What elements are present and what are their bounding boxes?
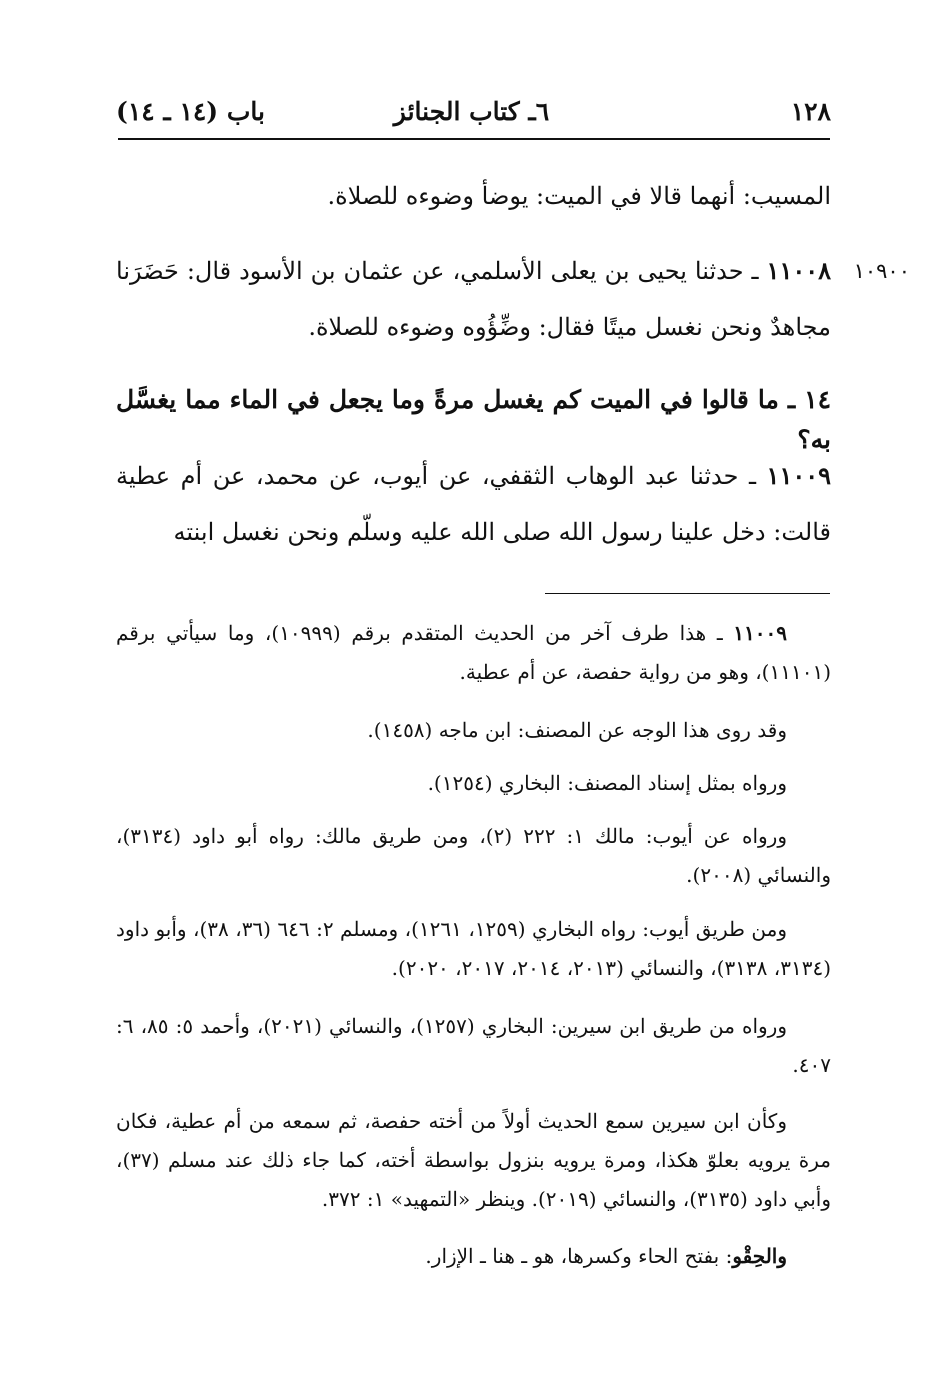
glossary-term: والحِقْو [732,1244,787,1268]
margin-number: ١٠٩٠٠ [853,259,910,283]
footnote-6: ورواه من طريق ابن سيرين: البخاري (١٢٥٧)، والنسائي (٢٠٢١)، وأحمد ٥: ٨٥، ٦: ٤٠٧. [116,1014,831,1077]
footnote-1 [116,614,831,692]
footnote-7: وكأن ابن سيرين سمع الحديث أولاً من أخته حفصة، ثم سمعه من أم عطية، فكان مرة يرويه بعلوّ هكذا، ومرة يرويه بنزول بواسطة أخته، كما جاء ذلك عند مسلم (٣٧)، وأبي داود (٣١٣٥)، والنسائي (٢٠١٩). وينظر «التمهيد» ١: ٣٧٢. [116,1109,831,1211]
footnote-4: ورواه عن أيوب: مالك ١: ٢٢٢ (٢)، ومن طريق مالك: رواه أبو داود (٣١٣٤)، والنسائي (٢٠٠٨). [116,824,831,887]
hadith-11009 [116,448,831,560]
hadith-text: ـ حدثنا عبد الوهاب الثقفي، عن أيوب، عن محمد، عن أم عطية قالت: دخل علينا رسول الله صلى الله عليه وسلّم ونحن نغسل ابنته [116,462,831,546]
glossary-text: : بفتح الحاء وكسرها، هو ـ هنا ـ الإزار. [425,1244,733,1268]
hadith-number: ١١٠٠٩ [766,461,831,490]
hadith-11008 [116,243,831,355]
footnote-number: ١١٠٠٩ [733,621,788,645]
chapter-title: ١٤ ـ ما قالوا في الميت كم يغسل مرةً وما يجعل في الماء مما يغسَّل به؟ [116,385,831,454]
hadith-text: ـ حدثنا يحيى بن يعلى الأسلمي، عن عثمان بن الأسود قال: حَضَرَنا مجاهدٌ ونحن نغسل ميتًا فقال: وضِّؤُوه وضوءه للصلاة. [116,257,831,341]
header-divider [118,138,830,140]
book-title: ٦ـ كتاب الجنائز [393,97,550,126]
footnote-2: وقد روى هذا الوجه عن المصنف: ابن ماجه (١٤٥٨). [367,718,787,742]
hadith-number: ١١٠٠٨ [766,256,831,285]
intro-line: المسيب: أنهما قالا في الميت: يوضأ وضوءه للصلاة. [327,182,831,210]
page-number: ١٢٨ [790,97,831,126]
footnote-5: ومن طريق أيوب: رواه البخاري (١٢٥٩، ١٢٦١)، ومسلم ٢: ٦٤٦ (٣٦، ٣٨)، وأبو داود (٣١٣٤، ٣١٣٨)، والنسائي (٢٠١٣، ٢٠١٤، ٢٠١٧، ٢٠٢٠). [116,917,831,980]
footnote-text: ـ هذا طرف آخر من الحديث المتقدم برقم (١٠٩٩٩)، وما سيأتي برقم (١١١٠١)، وهو من رواية حفصة، عن أم عطية. [116,621,831,684]
footnote-3: ورواه بمثل إسناد المصنف: البخاري (١٢٥٤). [427,771,787,795]
footnote-8 [116,1237,831,1276]
chapter-reference: باب (١٤ ـ ١٤) [116,97,265,126]
footnote-divider [545,593,830,594]
